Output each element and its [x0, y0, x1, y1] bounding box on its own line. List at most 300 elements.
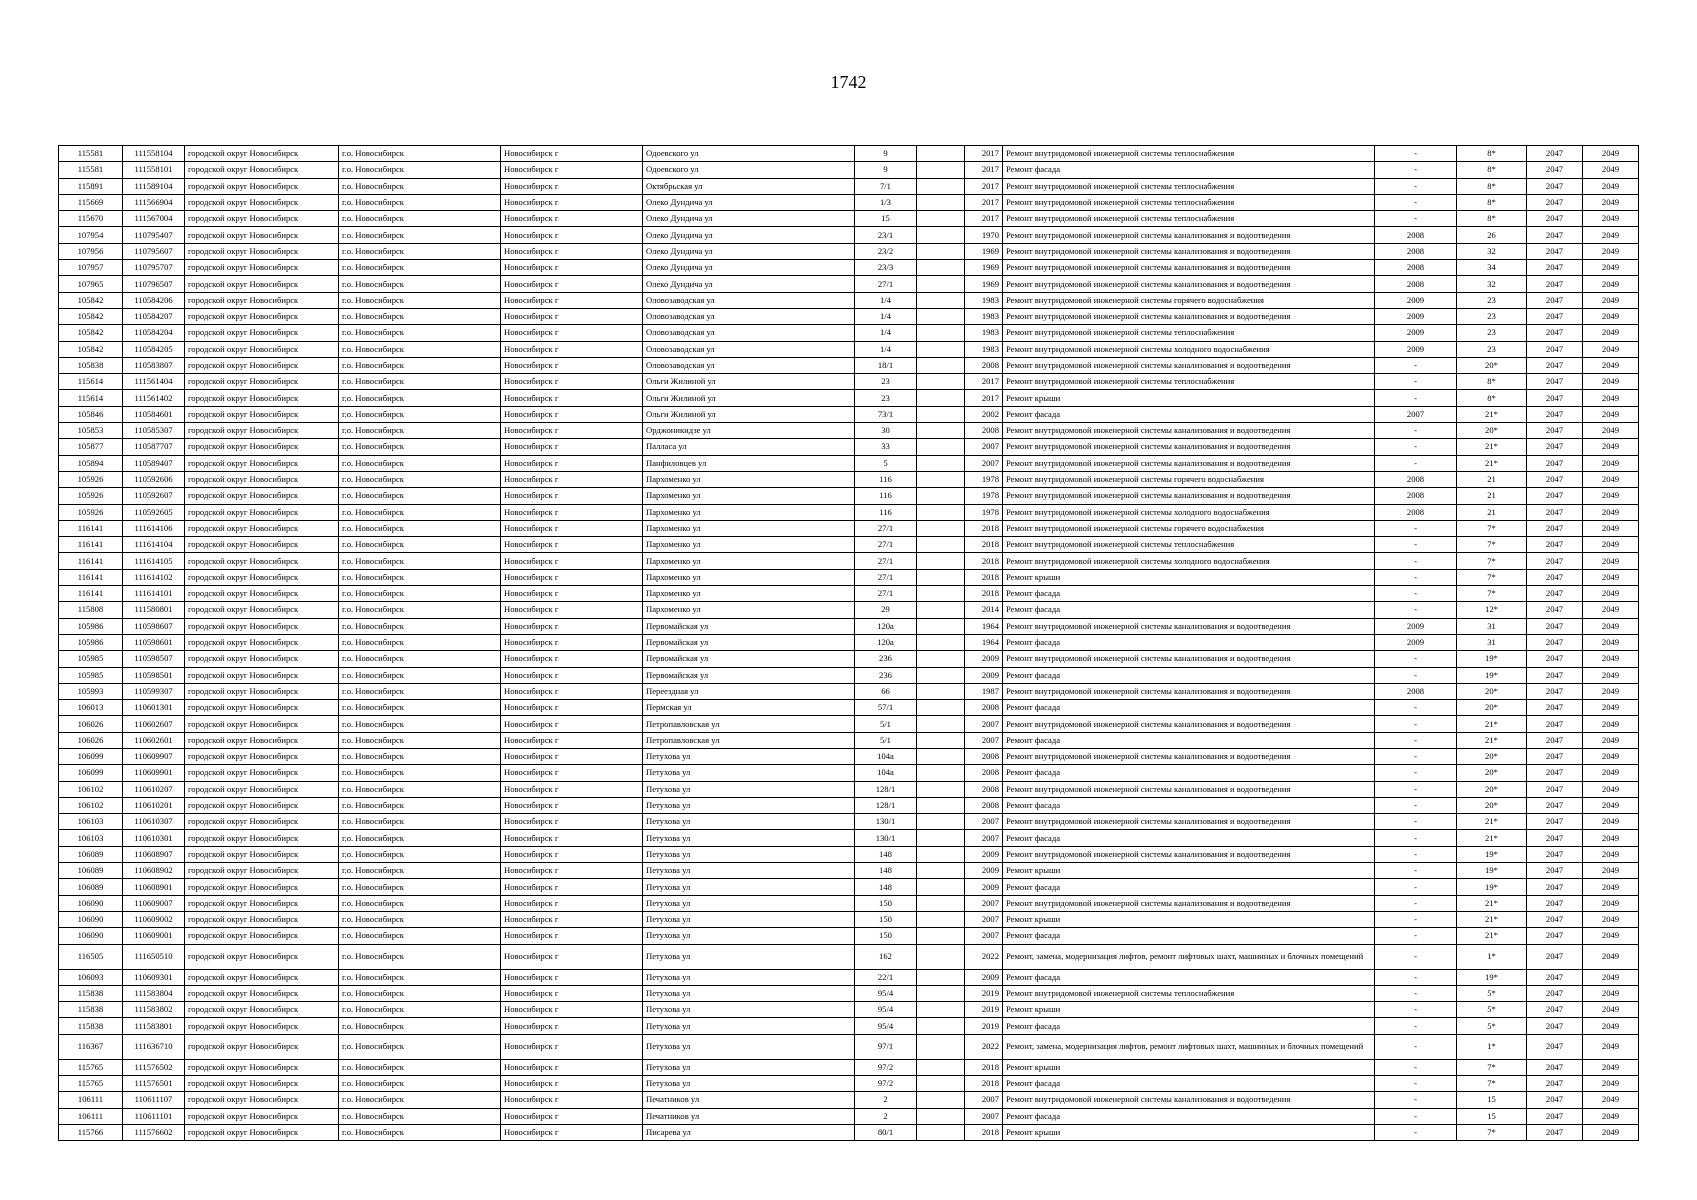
- cell-work-id: 110583807: [123, 357, 185, 373]
- cell-build-year: 2017: [965, 178, 1003, 194]
- cell-street: Ольги Жилиной ул: [643, 374, 855, 390]
- cell-work-id: 111566904: [123, 194, 185, 210]
- cell-house-number: 23/3: [855, 260, 917, 276]
- cell-plan-start-year: 2047: [1527, 520, 1583, 536]
- cell-work-id: 111650510: [123, 944, 185, 969]
- cell-build-year: 2007: [965, 455, 1003, 471]
- cell-house-id: 106103: [59, 830, 123, 846]
- cell-building: [917, 1018, 965, 1034]
- cell-street: Олеко Дундича ул: [643, 260, 855, 276]
- cell-building: [917, 985, 965, 1001]
- cell-building: [917, 146, 965, 162]
- table-row: [59, 504, 1639, 520]
- cell-build-year: 2017: [965, 211, 1003, 227]
- cell-plan-start-year: 2047: [1527, 928, 1583, 944]
- cell-plan-end-year: 2049: [1583, 390, 1639, 406]
- cell-settlement: Новосибирск г: [501, 1108, 643, 1124]
- cell-municipal-district: городской округ Новосибирск: [185, 602, 339, 618]
- cell-work-id: 110610301: [123, 830, 185, 846]
- cell-work-type: Ремонт фасада: [1003, 969, 1375, 985]
- cell-house-number: 1/4: [855, 308, 917, 324]
- cell-work-type: Ремонт внутридомовой инженерной системы канализования и водоотведения: [1003, 651, 1375, 667]
- cell-municipal-entity: г.о. Новосибирск: [339, 1124, 501, 1140]
- cell-wear-value: 7*: [1457, 553, 1527, 569]
- cell-last-repair-year: -: [1375, 455, 1457, 471]
- cell-work-id: 110609002: [123, 911, 185, 927]
- cell-house-number: 97/1: [855, 1034, 917, 1059]
- cell-house-id: 106099: [59, 748, 123, 764]
- cell-build-year: 2017: [965, 146, 1003, 162]
- cell-settlement: Новосибирск г: [501, 211, 643, 227]
- cell-last-repair-year: -: [1375, 390, 1457, 406]
- cell-building: [917, 390, 965, 406]
- cell-municipal-district: городской округ Новосибирск: [185, 341, 339, 357]
- cell-work-id: 110795707: [123, 260, 185, 276]
- cell-street: Петухова ул: [643, 1076, 855, 1092]
- cell-municipal-entity: г.о. Новосибирск: [339, 1034, 501, 1059]
- cell-plan-end-year: 2049: [1583, 969, 1639, 985]
- cell-house-id: 106093: [59, 969, 123, 985]
- cell-plan-end-year: 2049: [1583, 830, 1639, 846]
- cell-house-number: 97/2: [855, 1076, 917, 1092]
- cell-municipal-entity: г.о. Новосибирск: [339, 162, 501, 178]
- cell-wear-value: 5*: [1457, 985, 1527, 1001]
- cell-plan-end-year: 2049: [1583, 455, 1639, 471]
- table-row: [59, 879, 1639, 895]
- cell-street: Печатников ул: [643, 1092, 855, 1108]
- cell-plan-start-year: 2047: [1527, 194, 1583, 210]
- cell-house-id: 106102: [59, 797, 123, 813]
- cell-house-number: 23: [855, 390, 917, 406]
- cell-work-id: 111614101: [123, 586, 185, 602]
- cell-work-type: Ремонт внутридомовой инженерной системы канализования и водоотведения: [1003, 423, 1375, 439]
- cell-last-repair-year: 2009: [1375, 292, 1457, 308]
- cell-plan-start-year: 2047: [1527, 911, 1583, 927]
- cell-wear-value: 7*: [1457, 1124, 1527, 1140]
- cell-plan-start-year: 2047: [1527, 895, 1583, 911]
- cell-work-type: Ремонт внутридомовой инженерной системы канализования и водоотведения: [1003, 260, 1375, 276]
- cell-house-id: 105842: [59, 325, 123, 341]
- cell-wear-value: 23: [1457, 308, 1527, 324]
- cell-plan-start-year: 2047: [1527, 634, 1583, 650]
- cell-plan-end-year: 2049: [1583, 814, 1639, 830]
- cell-plan-end-year: 2049: [1583, 1076, 1639, 1092]
- cell-work-id: 111583801: [123, 1018, 185, 1034]
- cell-work-id: 110592606: [123, 471, 185, 487]
- cell-work-id: 110608902: [123, 863, 185, 879]
- cell-settlement: Новосибирск г: [501, 895, 643, 911]
- cell-house-number: 130/1: [855, 814, 917, 830]
- cell-municipal-entity: г.о. Новосибирск: [339, 194, 501, 210]
- cell-settlement: Новосибирск г: [501, 146, 643, 162]
- cell-work-type: Ремонт фасада: [1003, 700, 1375, 716]
- cell-work-id: 110796507: [123, 276, 185, 292]
- cell-plan-end-year: 2049: [1583, 863, 1639, 879]
- cell-building: [917, 716, 965, 732]
- cell-wear-value: 15: [1457, 1108, 1527, 1124]
- cell-plan-end-year: 2049: [1583, 732, 1639, 748]
- cell-house-number: 120а: [855, 634, 917, 650]
- cell-settlement: Новосибирск г: [501, 683, 643, 699]
- cell-plan-start-year: 2047: [1527, 781, 1583, 797]
- cell-last-repair-year: -: [1375, 1002, 1457, 1018]
- table-row: [59, 308, 1639, 324]
- cell-work-id: 111614105: [123, 553, 185, 569]
- cell-last-repair-year: 2008: [1375, 227, 1457, 243]
- cell-municipal-entity: г.о. Новосибирск: [339, 928, 501, 944]
- cell-municipal-entity: г.о. Новосибирск: [339, 911, 501, 927]
- cell-build-year: 1987: [965, 683, 1003, 699]
- cell-build-year: 2019: [965, 1018, 1003, 1034]
- cell-build-year: 1983: [965, 325, 1003, 341]
- cell-municipal-entity: г.о. Новосибирск: [339, 748, 501, 764]
- cell-street: Петропавловская ул: [643, 716, 855, 732]
- cell-work-type: Ремонт крыши: [1003, 863, 1375, 879]
- table-row: [59, 227, 1639, 243]
- cell-municipal-district: городской округ Новосибирск: [185, 586, 339, 602]
- cell-house-number: 148: [855, 863, 917, 879]
- cell-plan-start-year: 2047: [1527, 814, 1583, 830]
- cell-municipal-entity: г.о. Новосибирск: [339, 439, 501, 455]
- cell-building: [917, 194, 965, 210]
- cell-street: Пархоменко ул: [643, 488, 855, 504]
- cell-house-number: 148: [855, 846, 917, 862]
- cell-street: Петухова ул: [643, 781, 855, 797]
- cell-wear-value: 7*: [1457, 1059, 1527, 1075]
- cell-plan-end-year: 2049: [1583, 243, 1639, 259]
- cell-street: Петухова ул: [643, 985, 855, 1001]
- cell-last-repair-year: 2008: [1375, 488, 1457, 504]
- cell-street: Петухова ул: [643, 846, 855, 862]
- cell-work-type: Ремонт фасада: [1003, 1076, 1375, 1092]
- cell-build-year: 2007: [965, 732, 1003, 748]
- table-row: [59, 374, 1639, 390]
- cell-municipal-entity: г.о. Новосибирск: [339, 178, 501, 194]
- cell-municipal-entity: г.о. Новосибирск: [339, 618, 501, 634]
- cell-build-year: 2007: [965, 814, 1003, 830]
- cell-last-repair-year: -: [1375, 586, 1457, 602]
- table-row: [59, 146, 1639, 162]
- cell-building: [917, 406, 965, 422]
- cell-wear-value: 21*: [1457, 439, 1527, 455]
- cell-work-id: 111589104: [123, 178, 185, 194]
- table-row: [59, 1124, 1639, 1140]
- cell-last-repair-year: -: [1375, 911, 1457, 927]
- cell-build-year: 2019: [965, 985, 1003, 1001]
- cell-house-id: 106090: [59, 911, 123, 927]
- cell-plan-end-year: 2049: [1583, 504, 1639, 520]
- cell-build-year: 1964: [965, 618, 1003, 634]
- cell-plan-start-year: 2047: [1527, 276, 1583, 292]
- cell-municipal-district: городской округ Новосибирск: [185, 683, 339, 699]
- cell-municipal-district: городской округ Новосибирск: [185, 1076, 339, 1092]
- cell-plan-end-year: 2049: [1583, 765, 1639, 781]
- cell-settlement: Новосибирск г: [501, 1034, 643, 1059]
- cell-street: Олеко Дундича ул: [643, 211, 855, 227]
- cell-municipal-entity: г.о. Новосибирск: [339, 341, 501, 357]
- cell-plan-end-year: 2049: [1583, 667, 1639, 683]
- cell-building: [917, 879, 965, 895]
- cell-municipal-entity: г.о. Новосибирск: [339, 765, 501, 781]
- cell-work-type: Ремонт внутридомовой инженерной системы канализования и водоотведения: [1003, 308, 1375, 324]
- cell-wear-value: 23: [1457, 325, 1527, 341]
- cell-municipal-entity: г.о. Новосибирск: [339, 211, 501, 227]
- cell-building: [917, 863, 965, 879]
- cell-last-repair-year: -: [1375, 969, 1457, 985]
- cell-plan-end-year: 2049: [1583, 911, 1639, 927]
- cell-house-id: 116505: [59, 944, 123, 969]
- cell-house-number: 9: [855, 146, 917, 162]
- cell-house-id: 115581: [59, 146, 123, 162]
- cell-settlement: Новосибирск г: [501, 569, 643, 585]
- cell-work-id: 110592605: [123, 504, 185, 520]
- table-row: [59, 1018, 1639, 1034]
- cell-municipal-entity: г.о. Новосибирск: [339, 423, 501, 439]
- cell-settlement: Новосибирск г: [501, 292, 643, 308]
- cell-house-number: 29: [855, 602, 917, 618]
- cell-municipal-entity: г.о. Новосибирск: [339, 292, 501, 308]
- table-row: [59, 569, 1639, 585]
- cell-plan-start-year: 2047: [1527, 504, 1583, 520]
- cell-building: [917, 374, 965, 390]
- cell-last-repair-year: -: [1375, 520, 1457, 536]
- cell-building: [917, 618, 965, 634]
- cell-settlement: Новосибирск г: [501, 863, 643, 879]
- cell-wear-value: 21*: [1457, 732, 1527, 748]
- cell-work-type: Ремонт внутридомовой инженерной системы канализования и водоотведения: [1003, 227, 1375, 243]
- cell-municipal-district: городской округ Новосибирск: [185, 985, 339, 1001]
- cell-plan-end-year: 2049: [1583, 1124, 1639, 1140]
- cell-municipal-district: городской округ Новосибирск: [185, 357, 339, 373]
- cell-settlement: Новосибирск г: [501, 1124, 643, 1140]
- cell-municipal-entity: г.о. Новосибирск: [339, 537, 501, 553]
- cell-plan-start-year: 2047: [1527, 308, 1583, 324]
- cell-building: [917, 969, 965, 985]
- cell-work-type: Ремонт крыши: [1003, 1059, 1375, 1075]
- cell-house-id: 116141: [59, 537, 123, 553]
- table-row: [59, 602, 1639, 618]
- cell-wear-value: 20*: [1457, 781, 1527, 797]
- cell-plan-end-year: 2049: [1583, 602, 1639, 618]
- cell-wear-value: 5*: [1457, 1002, 1527, 1018]
- cell-settlement: Новосибирск г: [501, 276, 643, 292]
- cell-build-year: 2017: [965, 390, 1003, 406]
- cell-work-type: Ремонт внутридомовой инженерной системы теплоснабжения: [1003, 194, 1375, 210]
- cell-building: [917, 1124, 965, 1140]
- cell-work-id: 111576502: [123, 1059, 185, 1075]
- cell-house-id: 105926: [59, 504, 123, 520]
- cell-work-id: 110598507: [123, 651, 185, 667]
- cell-municipal-district: городской округ Новосибирск: [185, 439, 339, 455]
- table-row: [59, 830, 1639, 846]
- cell-build-year: 2018: [965, 553, 1003, 569]
- cell-last-repair-year: -: [1375, 162, 1457, 178]
- cell-house-number: 5: [855, 455, 917, 471]
- cell-plan-start-year: 2047: [1527, 732, 1583, 748]
- table-row: [59, 651, 1639, 667]
- cell-municipal-entity: г.о. Новосибирск: [339, 634, 501, 650]
- cell-work-id: 111576602: [123, 1124, 185, 1140]
- cell-house-id: 106089: [59, 863, 123, 879]
- cell-house-number: 23: [855, 374, 917, 390]
- cell-work-id: 110610201: [123, 797, 185, 813]
- cell-work-id: 111576501: [123, 1076, 185, 1092]
- cell-municipal-entity: г.о. Новосибирск: [339, 969, 501, 985]
- cell-plan-end-year: 2049: [1583, 683, 1639, 699]
- cell-settlement: Новосибирск г: [501, 985, 643, 1001]
- cell-build-year: 2007: [965, 716, 1003, 732]
- cell-build-year: 1983: [965, 308, 1003, 324]
- table-row: [59, 765, 1639, 781]
- cell-plan-end-year: 2049: [1583, 781, 1639, 797]
- cell-street: Оловозаводская ул: [643, 308, 855, 324]
- cell-street: Переездная ул: [643, 683, 855, 699]
- cell-street: Петухова ул: [643, 814, 855, 830]
- cell-work-id: 111558101: [123, 162, 185, 178]
- table-row: [59, 797, 1639, 813]
- cell-municipal-district: городской округ Новосибирск: [185, 146, 339, 162]
- cell-work-type: Ремонт внутридомовой инженерной системы горячего водоснабжения: [1003, 471, 1375, 487]
- cell-plan-end-year: 2049: [1583, 423, 1639, 439]
- cell-plan-end-year: 2049: [1583, 569, 1639, 585]
- cell-building: [917, 569, 965, 585]
- cell-settlement: Новосибирск г: [501, 537, 643, 553]
- cell-building: [917, 1092, 965, 1108]
- cell-plan-start-year: 2047: [1527, 439, 1583, 455]
- cell-last-repair-year: 2009: [1375, 325, 1457, 341]
- cell-house-number: 1/4: [855, 292, 917, 308]
- cell-house-number: 104а: [855, 765, 917, 781]
- cell-work-type: Ремонт внутридомовой инженерной системы канализования и водоотведения: [1003, 439, 1375, 455]
- cell-build-year: 1969: [965, 243, 1003, 259]
- cell-work-id: 111561404: [123, 374, 185, 390]
- cell-wear-value: 19*: [1457, 863, 1527, 879]
- cell-municipal-district: городской округ Новосибирск: [185, 732, 339, 748]
- cell-build-year: 1978: [965, 488, 1003, 504]
- cell-street: Петухова ул: [643, 928, 855, 944]
- cell-house-id: 115670: [59, 211, 123, 227]
- cell-municipal-entity: г.о. Новосибирск: [339, 1018, 501, 1034]
- table-row: [59, 985, 1639, 1001]
- cell-municipal-district: городской округ Новосибирск: [185, 895, 339, 911]
- cell-building: [917, 341, 965, 357]
- cell-settlement: Новосибирск г: [501, 357, 643, 373]
- cell-building: [917, 162, 965, 178]
- cell-last-repair-year: -: [1375, 716, 1457, 732]
- cell-plan-end-year: 2049: [1583, 716, 1639, 732]
- table-row: [59, 895, 1639, 911]
- cell-work-type: Ремонт внутридомовой инженерной системы горячего водоснабжения: [1003, 292, 1375, 308]
- cell-work-type: Ремонт фасада: [1003, 586, 1375, 602]
- cell-municipal-entity: г.о. Новосибирск: [339, 308, 501, 324]
- cell-house-number: 23/2: [855, 243, 917, 259]
- cell-wear-value: 15: [1457, 1092, 1527, 1108]
- cell-build-year: 2008: [965, 700, 1003, 716]
- cell-street: Оловозаводская ул: [643, 341, 855, 357]
- cell-building: [917, 488, 965, 504]
- cell-plan-start-year: 2047: [1527, 667, 1583, 683]
- cell-plan-end-year: 2049: [1583, 928, 1639, 944]
- table-row: [59, 732, 1639, 748]
- cell-wear-value: 7*: [1457, 569, 1527, 585]
- cell-municipal-entity: г.о. Новосибирск: [339, 732, 501, 748]
- cell-street: Петухова ул: [643, 797, 855, 813]
- cell-last-repair-year: -: [1375, 1076, 1457, 1092]
- cell-municipal-district: городской округ Новосибирск: [185, 781, 339, 797]
- table-row: [59, 178, 1639, 194]
- cell-municipal-entity: г.о. Новосибирск: [339, 667, 501, 683]
- cell-plan-end-year: 2049: [1583, 1018, 1639, 1034]
- cell-municipal-entity: г.о. Новосибирск: [339, 700, 501, 716]
- cell-street: Палласа ул: [643, 439, 855, 455]
- cell-build-year: 2014: [965, 602, 1003, 618]
- cell-last-repair-year: 2009: [1375, 618, 1457, 634]
- cell-plan-start-year: 2047: [1527, 455, 1583, 471]
- cell-last-repair-year: 2008: [1375, 504, 1457, 520]
- cell-house-number: 116: [855, 488, 917, 504]
- cell-house-number: 22/1: [855, 969, 917, 985]
- cell-wear-value: 19*: [1457, 969, 1527, 985]
- cell-street: Первомайская ул: [643, 667, 855, 683]
- cell-house-number: 150: [855, 895, 917, 911]
- cell-build-year: 2022: [965, 944, 1003, 969]
- cell-building: [917, 700, 965, 716]
- cell-work-id: 110610207: [123, 781, 185, 797]
- table-row: [59, 211, 1639, 227]
- cell-plan-end-year: 2049: [1583, 292, 1639, 308]
- cell-house-id: 106099: [59, 765, 123, 781]
- cell-house-number: 5/1: [855, 716, 917, 732]
- cell-municipal-entity: г.о. Новосибирск: [339, 716, 501, 732]
- cell-municipal-entity: г.о. Новосибирск: [339, 781, 501, 797]
- cell-work-id: 110795607: [123, 243, 185, 259]
- cell-settlement: Новосибирск г: [501, 488, 643, 504]
- cell-work-id: 110795407: [123, 227, 185, 243]
- cell-work-id: 110584204: [123, 325, 185, 341]
- cell-street: Петухова ул: [643, 830, 855, 846]
- cell-house-number: 23/1: [855, 227, 917, 243]
- cell-municipal-district: городской округ Новосибирск: [185, 569, 339, 585]
- cell-build-year: 1978: [965, 504, 1003, 520]
- cell-plan-start-year: 2047: [1527, 227, 1583, 243]
- cell-house-id: 107965: [59, 276, 123, 292]
- cell-plan-start-year: 2047: [1527, 162, 1583, 178]
- cell-house-id: 116141: [59, 520, 123, 536]
- cell-wear-value: 19*: [1457, 846, 1527, 862]
- cell-last-repair-year: 2008: [1375, 243, 1457, 259]
- cell-plan-end-year: 2049: [1583, 985, 1639, 1001]
- cell-plan-start-year: 2047: [1527, 944, 1583, 969]
- cell-build-year: 2019: [965, 1002, 1003, 1018]
- cell-work-id: 111567004: [123, 211, 185, 227]
- cell-building: [917, 667, 965, 683]
- cell-plan-end-year: 2049: [1583, 227, 1639, 243]
- cell-wear-value: 31: [1457, 634, 1527, 650]
- cell-plan-start-year: 2047: [1527, 1124, 1583, 1140]
- cell-street: Петропавловская ул: [643, 732, 855, 748]
- cell-wear-value: 21: [1457, 504, 1527, 520]
- cell-plan-end-year: 2049: [1583, 325, 1639, 341]
- cell-building: [917, 357, 965, 373]
- table-row: [59, 1092, 1639, 1108]
- cell-plan-end-year: 2049: [1583, 1092, 1639, 1108]
- cell-work-type: Ремонт крыши: [1003, 911, 1375, 927]
- cell-building: [917, 928, 965, 944]
- cell-plan-start-year: 2047: [1527, 700, 1583, 716]
- cell-house-id: 106103: [59, 814, 123, 830]
- cell-build-year: 2017: [965, 374, 1003, 390]
- cell-street: Пархоменко ул: [643, 520, 855, 536]
